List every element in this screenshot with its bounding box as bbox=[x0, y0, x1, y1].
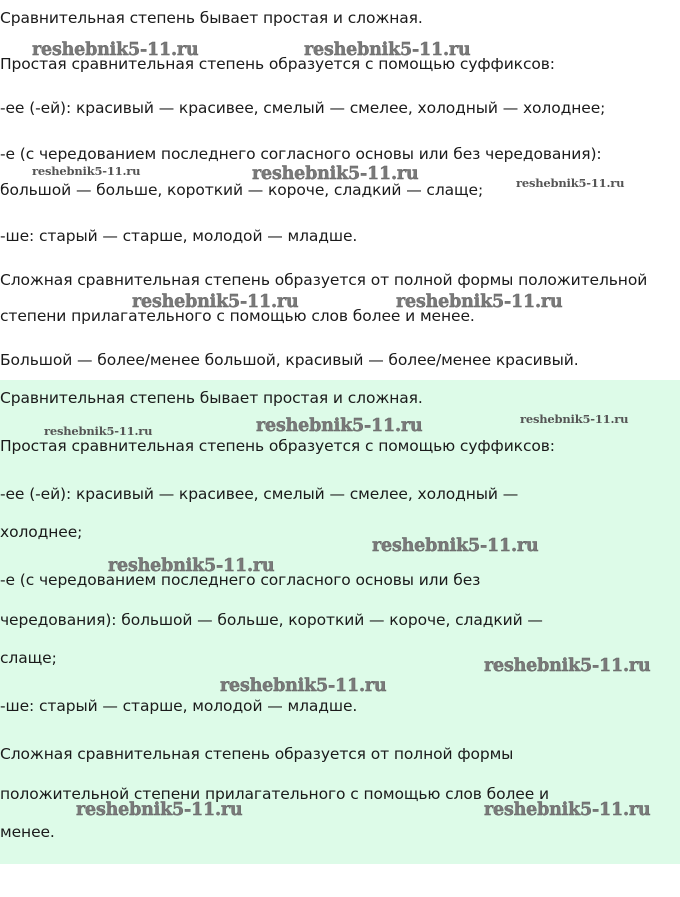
watermark-logo: reshebnik5-11.ru bbox=[252, 164, 419, 184]
paragraph-line: положительной степени прилагательного с помощью слов более и bbox=[0, 785, 549, 803]
watermark-logo: reshebnik5-11.ru bbox=[44, 424, 153, 438]
paragraph-line: степени прилагательного с помощью слов более и менее. bbox=[0, 307, 475, 325]
paragraph-line: менее. bbox=[0, 823, 55, 841]
paragraph-line: Простая сравнительная степень образуется с помощью суффиксов: bbox=[0, 55, 555, 73]
paragraph-line: слаще; bbox=[0, 649, 57, 667]
watermark-logo: reshebnik5-11.ru bbox=[484, 800, 651, 820]
watermark-logo: reshebnik5-11.ru bbox=[220, 676, 387, 696]
watermark-logo: reshebnik5-11.ru bbox=[108, 556, 275, 576]
paragraph-line: Сравнительная степень бывает простая и сложная. bbox=[0, 9, 423, 27]
watermark-logo: reshebnik5-11.ru bbox=[516, 176, 625, 190]
watermark-logo: reshebnik5-11.ru bbox=[304, 40, 471, 60]
paragraph-line: -е (с чередованием последнего согласного основы или без bbox=[0, 571, 481, 589]
paragraph-line: -ее (-ей): красивый — красивее, смелый — смелее, холодный — холоднее; bbox=[0, 99, 606, 117]
paragraph-line: Большой — более/менее большой, красивый — более/менее красивый. bbox=[0, 351, 579, 369]
paragraph-line: Сравнительная степень бывает простая и сложная. bbox=[0, 389, 423, 407]
paragraph-line: Простая сравнительная степень образуется с помощью суффиксов: bbox=[0, 437, 555, 455]
paragraph-line: -ше: старый — старше, молодой — младше. bbox=[0, 227, 358, 245]
watermark-logo: reshebnik5-11.ru bbox=[520, 412, 629, 426]
paragraph-line: Сложная сравнительная степень образуется от полной формы bbox=[0, 745, 514, 763]
watermark-logo: reshebnik5-11.ru bbox=[396, 292, 563, 312]
paragraph-line: -ее (-ей): красивый — красивее, смелый — смелее, холодный — bbox=[0, 485, 519, 503]
text-block-highlighted bbox=[0, 380, 680, 864]
watermark-logo: reshebnik5-11.ru bbox=[132, 292, 299, 312]
watermark-logo: reshebnik5-11.ru bbox=[76, 800, 243, 820]
paragraph-line: -е (с чередованием последнего согласного основы или без чередования): bbox=[0, 145, 602, 163]
watermark-logo: reshebnik5-11.ru bbox=[256, 416, 423, 436]
watermark-logo: reshebnik5-11.ru bbox=[372, 536, 539, 556]
paragraph-line: Сложная сравнительная степень образуется от полной формы положительной bbox=[0, 271, 648, 289]
watermark-logo: reshebnik5-11.ru bbox=[32, 164, 141, 178]
paragraph-line: большой — больше, короткий — короче, сладкий — слаще; bbox=[0, 181, 484, 199]
paragraph-line: -ше: старый — старше, молодой — младше. bbox=[0, 697, 358, 715]
watermark-logo: reshebnik5-11.ru bbox=[32, 40, 199, 60]
paragraph-line: холоднее; bbox=[0, 523, 83, 541]
paragraph-line: чередования): большой — больше, короткий — короче, сладкий — bbox=[0, 611, 543, 629]
watermark-logo: reshebnik5-11.ru bbox=[484, 656, 651, 676]
